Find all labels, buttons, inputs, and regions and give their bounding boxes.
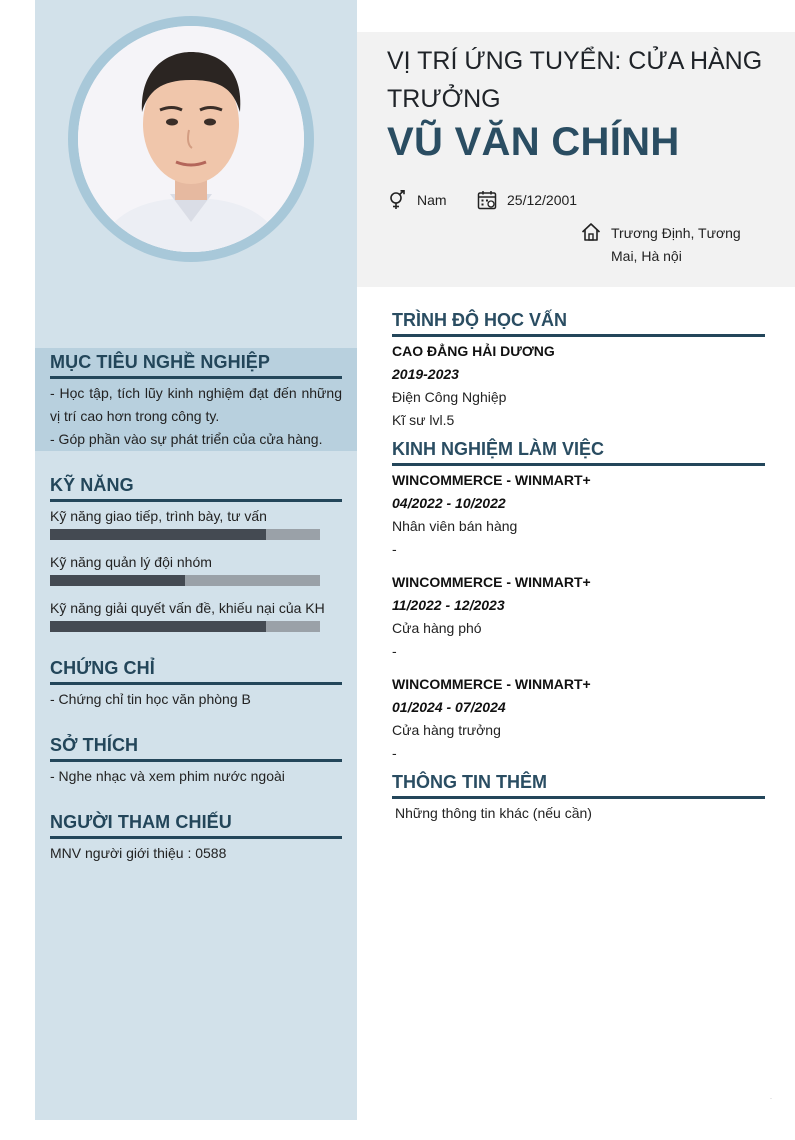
skill-bar [50, 621, 320, 632]
gender-icon [387, 190, 407, 210]
job-detail: - [392, 643, 397, 659]
references-section [50, 812, 342, 865]
certificates-text: - Chứng chỉ tin học văn phòng B [50, 691, 251, 707]
hobbies-text: - Nghe nhạc và xem phim nước ngoài [50, 768, 285, 784]
education-major: Điện Công Nghiệp [392, 389, 507, 405]
objective-section [50, 352, 342, 451]
job-company: WINCOMMERCE - WINMART+ [392, 676, 591, 692]
education-degree: Kĩ sư lvl.5 [392, 412, 455, 428]
job-period: 01/2024 - 07/2024 [392, 699, 506, 715]
school-name: CAO ĐẲNG HẢI DƯƠNG [392, 343, 555, 359]
header [357, 32, 795, 287]
skills-heading: KỸ NĂNG [50, 475, 342, 502]
skill-bar-fill [50, 575, 185, 586]
job-detail: - [392, 745, 397, 761]
job-period: 11/2022 - 12/2023 [392, 597, 505, 613]
birthday-row [477, 190, 577, 210]
skill-bar-fill [50, 529, 266, 540]
experience-section [392, 439, 765, 765]
skill-item [50, 506, 342, 540]
gender-row [387, 190, 447, 210]
skill-label: Kỹ năng giao tiếp, trình bày, tư vấn [50, 508, 267, 524]
job-item [392, 469, 765, 561]
sidebar [35, 0, 357, 1120]
skill-bar-fill [50, 621, 266, 632]
skill-label: Kỹ năng giải quyết vấn đề, khiếu nại của KH [50, 600, 325, 616]
references-text: MNV người giới thiệu : 0588 [50, 845, 227, 861]
job-company: WINCOMMERCE - WINMART+ [392, 574, 591, 590]
birthday-value: 25/12/2001 [507, 192, 578, 208]
address-value: Trương Định, Tương Mai, Hà nội [611, 225, 741, 264]
address-row [581, 222, 771, 268]
job-detail: - [392, 541, 397, 557]
skill-label: Kỹ năng quản lý đội nhóm [50, 554, 212, 570]
education-section [392, 310, 765, 432]
additional-section [392, 772, 765, 825]
home-icon [581, 222, 601, 242]
job-item [392, 673, 765, 765]
additional-text: Những thông tin khác (nếu cần) [395, 805, 592, 821]
objective-line: - Học tập, tích lũy kinh nghiệm đạt đến những vị trí cao hơn trong công ty. [50, 385, 342, 424]
hobbies-section [50, 735, 342, 788]
avatar-frame [68, 16, 314, 262]
page-mark: · [770, 1096, 772, 1102]
skills-section [50, 475, 342, 644]
job-role: Nhân viên bán hàng [392, 518, 518, 534]
skill-bar [50, 575, 320, 586]
certificates-heading: CHỨNG CHỈ [50, 658, 342, 685]
education-heading: TRÌNH ĐỘ HỌC VẤN [392, 310, 765, 337]
job-item [392, 571, 765, 663]
job-role: Cửa hàng phó [392, 620, 482, 636]
skill-item [50, 598, 342, 632]
objective-heading: MỤC TIÊU NGHỀ NGHIỆP [50, 352, 342, 379]
calendar-icon [477, 190, 497, 210]
certificates-section [50, 658, 342, 711]
skill-bar [50, 529, 320, 540]
job-role: Cửa hàng trưởng [392, 722, 501, 738]
skill-item [50, 552, 342, 586]
education-period: 2019-2023 [392, 366, 459, 382]
job-company: WINCOMMERCE - WINMART+ [392, 472, 591, 488]
experience-heading: KINH NGHIỆM LÀM VIỆC [392, 439, 765, 466]
job-period: 04/2022 - 10/2022 [392, 495, 506, 511]
gender-value: Nam [417, 192, 447, 208]
position-title: VỊ TRÍ ỨNG TUYỂN: CỬA HÀNG TRƯỞNG [387, 47, 763, 113]
hobbies-heading: SỞ THÍCH [50, 735, 342, 762]
avatar [78, 26, 304, 252]
full-name: VŨ VĂN CHÍNH [387, 120, 680, 164]
objective-line: - Góp phần vào sự phát triển của cửa hàng. [50, 431, 323, 447]
additional-heading: THÔNG TIN THÊM [392, 772, 765, 799]
references-heading: NGƯỜI THAM CHIẾU [50, 812, 342, 839]
